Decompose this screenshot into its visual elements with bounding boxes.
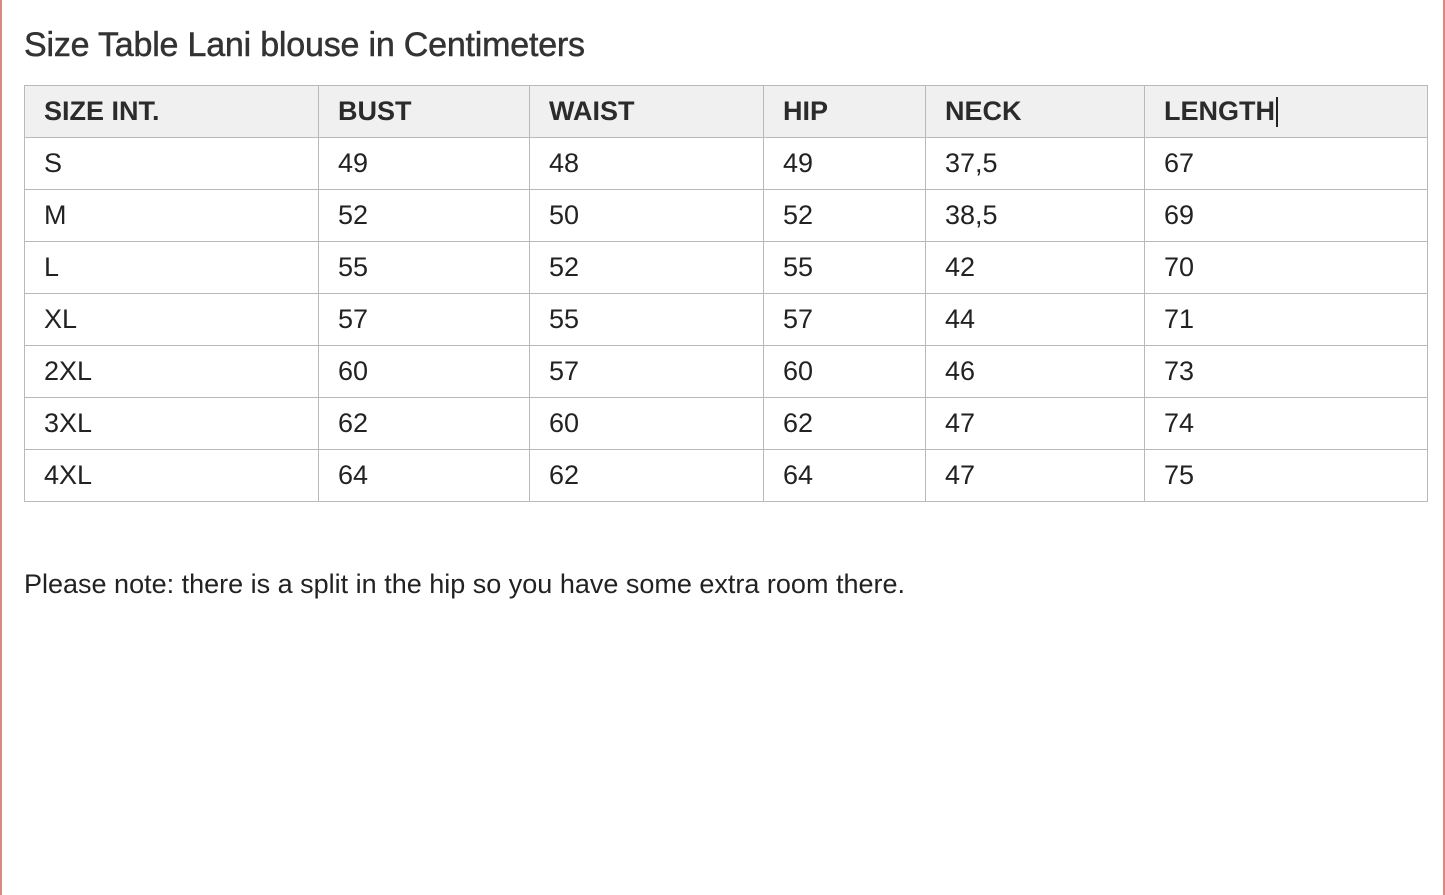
- cell-size: XL: [25, 294, 319, 346]
- cell-bust: 57: [319, 294, 530, 346]
- cell-neck: 47: [926, 450, 1145, 502]
- cell-neck: 42: [926, 242, 1145, 294]
- table-row: [25, 346, 1428, 398]
- cell-neck: 47: [926, 398, 1145, 450]
- cell-waist: 48: [530, 138, 764, 190]
- header-neck: NECK: [926, 86, 1145, 138]
- cell-waist: 52: [530, 242, 764, 294]
- cell-size: M: [25, 190, 319, 242]
- cell-size: 3XL: [25, 398, 319, 450]
- cell-neck: 46: [926, 346, 1145, 398]
- table-row: [25, 450, 1428, 502]
- cell-hip: 49: [764, 138, 926, 190]
- cell-bust: 60: [319, 346, 530, 398]
- table-row: [25, 190, 1428, 242]
- cell-bust: 52: [319, 190, 530, 242]
- header-waist: WAIST: [530, 86, 764, 138]
- header-hip: HIP: [764, 86, 926, 138]
- cell-length: 69: [1145, 190, 1428, 242]
- cell-waist: 60: [530, 398, 764, 450]
- cell-bust: 64: [319, 450, 530, 502]
- header-length[interactable]: [1145, 86, 1428, 138]
- cell-waist: 62: [530, 450, 764, 502]
- cell-hip: 60: [764, 346, 926, 398]
- cell-length: 75: [1145, 450, 1428, 502]
- cell-length: 74: [1145, 398, 1428, 450]
- cell-waist: 57: [530, 346, 764, 398]
- header-row: [25, 86, 1428, 138]
- cell-size: 2XL: [25, 346, 319, 398]
- cell-bust: 62: [319, 398, 530, 450]
- cell-neck: 44: [926, 294, 1145, 346]
- table-row: [25, 138, 1428, 190]
- cell-size: S: [25, 138, 319, 190]
- table-body: [25, 138, 1428, 502]
- cell-neck: 38,5: [926, 190, 1145, 242]
- cell-length: 67: [1145, 138, 1428, 190]
- cell-waist: 55: [530, 294, 764, 346]
- cell-length: 70: [1145, 242, 1428, 294]
- header-bust: BUST: [319, 86, 530, 138]
- table-row: [25, 242, 1428, 294]
- cell-hip: 64: [764, 450, 926, 502]
- note-text: Please note: there is a split in the hip so you have some extra room there.: [24, 569, 905, 599]
- text-cursor: [1276, 97, 1278, 127]
- table-row: [25, 398, 1428, 450]
- header-length-label: LENGTH: [1164, 95, 1275, 126]
- page-title: Size Table Lani blouse in Centimeters: [24, 26, 585, 64]
- cell-hip: 62: [764, 398, 926, 450]
- header-size: SIZE INT.: [25, 86, 319, 138]
- cell-length: 73: [1145, 346, 1428, 398]
- table-header: [25, 86, 1428, 138]
- size-table: [24, 85, 1428, 502]
- cell-size: 4XL: [25, 450, 319, 502]
- cell-hip: 57: [764, 294, 926, 346]
- cell-hip: 55: [764, 242, 926, 294]
- cell-waist: 50: [530, 190, 764, 242]
- table-row: [25, 294, 1428, 346]
- cell-bust: 49: [319, 138, 530, 190]
- cell-size: L: [25, 242, 319, 294]
- cell-neck: 37,5: [926, 138, 1145, 190]
- cell-length: 71: [1145, 294, 1428, 346]
- cell-hip: 52: [764, 190, 926, 242]
- cell-bust: 55: [319, 242, 530, 294]
